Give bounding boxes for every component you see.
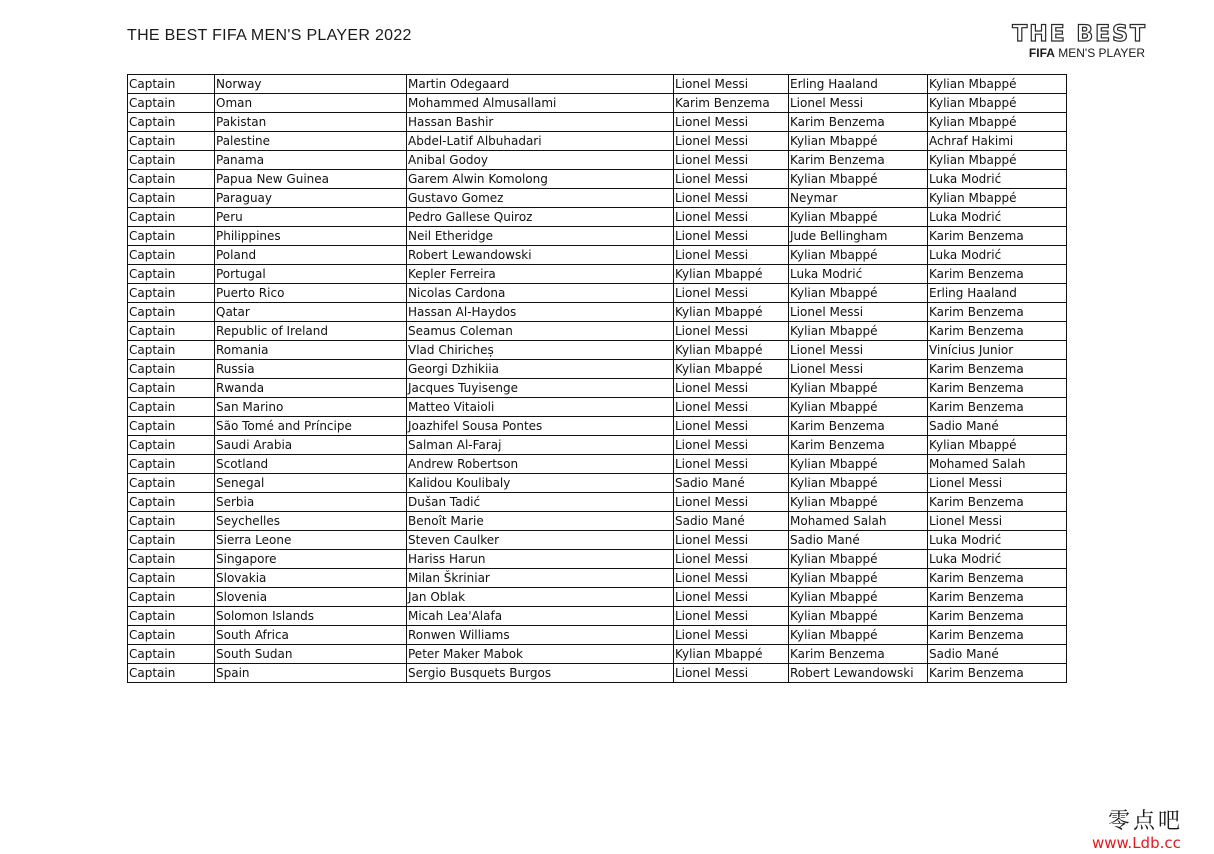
- third-place-cell: Karim Benzema: [928, 303, 1067, 322]
- third-place-cell: Kylian Mbappé: [928, 113, 1067, 132]
- second-place-cell: Kylian Mbappé: [789, 208, 928, 227]
- country-cell: Portugal: [215, 265, 407, 284]
- role-cell: Captain: [128, 664, 215, 683]
- country-cell: Palestine: [215, 132, 407, 151]
- third-place-cell: Luka Modrić: [928, 246, 1067, 265]
- captain-name-cell: Andrew Robertson: [407, 455, 674, 474]
- captain-name-cell: Seamus Coleman: [407, 322, 674, 341]
- first-place-cell: Karim Benzema: [674, 94, 789, 113]
- third-place-cell: Karim Benzema: [928, 626, 1067, 645]
- second-place-cell: Kylian Mbappé: [789, 398, 928, 417]
- role-cell: Captain: [128, 398, 215, 417]
- first-place-cell: Lionel Messi: [674, 417, 789, 436]
- second-place-cell: Kylian Mbappé: [789, 455, 928, 474]
- third-place-cell: Achraf Hakimi: [928, 132, 1067, 151]
- table-row: [128, 455, 1067, 474]
- captain-name-cell: Benoît Marie: [407, 512, 674, 531]
- country-cell: Seychelles: [215, 512, 407, 531]
- country-cell: Saudi Arabia: [215, 436, 407, 455]
- table-row: [128, 398, 1067, 417]
- table-row: [128, 379, 1067, 398]
- first-place-cell: Lionel Messi: [674, 189, 789, 208]
- table-row: [128, 246, 1067, 265]
- country-cell: Puerto Rico: [215, 284, 407, 303]
- table-row: [128, 360, 1067, 379]
- country-cell: Romania: [215, 341, 407, 360]
- role-cell: Captain: [128, 607, 215, 626]
- first-place-cell: Lionel Messi: [674, 436, 789, 455]
- second-place-cell: Kylian Mbappé: [789, 607, 928, 626]
- role-cell: Captain: [128, 189, 215, 208]
- third-place-cell: Kylian Mbappé: [928, 189, 1067, 208]
- table-row: [128, 303, 1067, 322]
- captain-name-cell: Sergio Busquets Burgos: [407, 664, 674, 683]
- third-place-cell: Karim Benzema: [928, 607, 1067, 626]
- second-place-cell: Sadio Mané: [789, 531, 928, 550]
- captain-name-cell: Matteo Vitaioli: [407, 398, 674, 417]
- table-row: [128, 664, 1067, 683]
- first-place-cell: Lionel Messi: [674, 493, 789, 512]
- third-place-cell: Karim Benzema: [928, 569, 1067, 588]
- first-place-cell: Lionel Messi: [674, 607, 789, 626]
- table-row: [128, 341, 1067, 360]
- second-place-cell: Lionel Messi: [789, 341, 928, 360]
- captain-name-cell: Robert Lewandowski: [407, 246, 674, 265]
- votes-table: [127, 74, 1067, 683]
- second-place-cell: Erling Haaland: [789, 75, 928, 94]
- third-place-cell: Karim Benzema: [928, 265, 1067, 284]
- captain-name-cell: Mohammed Almusallami: [407, 94, 674, 113]
- captain-name-cell: Jan Oblak: [407, 588, 674, 607]
- first-place-cell: Lionel Messi: [674, 170, 789, 189]
- second-place-cell: Neymar: [789, 189, 928, 208]
- country-cell: Scotland: [215, 455, 407, 474]
- role-cell: Captain: [128, 512, 215, 531]
- country-cell: Republic of Ireland: [215, 322, 407, 341]
- captain-name-cell: Anibal Godoy: [407, 151, 674, 170]
- third-place-cell: Kylian Mbappé: [928, 151, 1067, 170]
- captain-name-cell: Georgi Dzhikiia: [407, 360, 674, 379]
- first-place-cell: Lionel Messi: [674, 379, 789, 398]
- second-place-cell: Kylian Mbappé: [789, 132, 928, 151]
- captain-name-cell: Milan Škriniar: [407, 569, 674, 588]
- first-place-cell: Kylian Mbappé: [674, 360, 789, 379]
- table-row: [128, 645, 1067, 664]
- role-cell: Captain: [128, 455, 215, 474]
- first-place-cell: Lionel Messi: [674, 664, 789, 683]
- role-cell: Captain: [128, 151, 215, 170]
- second-place-cell: Karim Benzema: [789, 436, 928, 455]
- first-place-cell: Kylian Mbappé: [674, 265, 789, 284]
- table-row: [128, 569, 1067, 588]
- third-place-cell: Erling Haaland: [928, 284, 1067, 303]
- first-place-cell: Lionel Messi: [674, 151, 789, 170]
- watermark-chinese: 零点吧: [1108, 809, 1184, 834]
- the-best-logo: [1008, 24, 1153, 64]
- first-place-cell: Lionel Messi: [674, 531, 789, 550]
- table-row: [128, 322, 1067, 341]
- country-cell: Papua New Guinea: [215, 170, 407, 189]
- role-cell: Captain: [128, 227, 215, 246]
- captain-name-cell: Abdel-Latif Albuhadari: [407, 132, 674, 151]
- first-place-cell: Lionel Messi: [674, 284, 789, 303]
- table-row: [128, 208, 1067, 227]
- table-row: [128, 170, 1067, 189]
- captain-name-cell: Steven Caulker: [407, 531, 674, 550]
- role-cell: Captain: [128, 550, 215, 569]
- third-place-cell: Luka Modrić: [928, 208, 1067, 227]
- country-cell: Philippines: [215, 227, 407, 246]
- captain-name-cell: Hassan Bashir: [407, 113, 674, 132]
- table-row: [128, 113, 1067, 132]
- first-place-cell: Sadio Mané: [674, 474, 789, 493]
- role-cell: Captain: [128, 322, 215, 341]
- first-place-cell: Lionel Messi: [674, 569, 789, 588]
- role-cell: Captain: [128, 284, 215, 303]
- country-cell: Slovakia: [215, 569, 407, 588]
- role-cell: Captain: [128, 531, 215, 550]
- first-place-cell: Lionel Messi: [674, 322, 789, 341]
- role-cell: Captain: [128, 208, 215, 227]
- role-cell: Captain: [128, 379, 215, 398]
- third-place-cell: Karim Benzema: [928, 664, 1067, 683]
- second-place-cell: Kylian Mbappé: [789, 284, 928, 303]
- second-place-cell: Kylian Mbappé: [789, 170, 928, 189]
- first-place-cell: Lionel Messi: [674, 550, 789, 569]
- role-cell: Captain: [128, 341, 215, 360]
- third-place-cell: Lionel Messi: [928, 474, 1067, 493]
- captain-name-cell: Hassan Al-Haydos: [407, 303, 674, 322]
- third-place-cell: Luka Modrić: [928, 550, 1067, 569]
- second-place-cell: Karim Benzema: [789, 151, 928, 170]
- captain-name-cell: Peter Maker Mabok: [407, 645, 674, 664]
- logo-subtitle: FIFA MEN'S PLAYER: [1028, 46, 1145, 60]
- table-row: [128, 284, 1067, 303]
- country-cell: Pakistan: [215, 113, 407, 132]
- captain-name-cell: Hariss Harun: [407, 550, 674, 569]
- first-place-cell: Lionel Messi: [674, 132, 789, 151]
- captain-name-cell: Kalidou Koulibaly: [407, 474, 674, 493]
- logo-wordmark: THE BEST: [1012, 22, 1147, 47]
- third-place-cell: Karim Benzema: [928, 379, 1067, 398]
- first-place-cell: Lionel Messi: [674, 75, 789, 94]
- country-cell: Panama: [215, 151, 407, 170]
- captain-name-cell: Micah Lea'Alafa: [407, 607, 674, 626]
- role-cell: Captain: [128, 626, 215, 645]
- role-cell: Captain: [128, 588, 215, 607]
- country-cell: San Marino: [215, 398, 407, 417]
- table-row: [128, 512, 1067, 531]
- table-row: [128, 493, 1067, 512]
- country-cell: Oman: [215, 94, 407, 113]
- country-cell: Rwanda: [215, 379, 407, 398]
- role-cell: Captain: [128, 474, 215, 493]
- role-cell: Captain: [128, 303, 215, 322]
- captain-name-cell: Neil Etheridge: [407, 227, 674, 246]
- captain-name-cell: Ronwen Williams: [407, 626, 674, 645]
- country-cell: South Sudan: [215, 645, 407, 664]
- third-place-cell: Kylian Mbappé: [928, 94, 1067, 113]
- first-place-cell: Lionel Messi: [674, 588, 789, 607]
- table-row: [128, 436, 1067, 455]
- captain-name-cell: Pedro Gallese Quiroz: [407, 208, 674, 227]
- captain-name-cell: Salman Al-Faraj: [407, 436, 674, 455]
- country-cell: Serbia: [215, 493, 407, 512]
- first-place-cell: Kylian Mbappé: [674, 303, 789, 322]
- second-place-cell: Kylian Mbappé: [789, 493, 928, 512]
- third-place-cell: Karim Benzema: [928, 588, 1067, 607]
- role-cell: Captain: [128, 493, 215, 512]
- second-place-cell: Kylian Mbappé: [789, 322, 928, 341]
- role-cell: Captain: [128, 170, 215, 189]
- second-place-cell: Lionel Messi: [789, 94, 928, 113]
- captain-name-cell: Joazhifel Sousa Pontes: [407, 417, 674, 436]
- third-place-cell: Sadio Mané: [928, 645, 1067, 664]
- second-place-cell: Kylian Mbappé: [789, 379, 928, 398]
- country-cell: São Tomé and Príncipe: [215, 417, 407, 436]
- third-place-cell: Lionel Messi: [928, 512, 1067, 531]
- table-row: [128, 588, 1067, 607]
- second-place-cell: Kylian Mbappé: [789, 588, 928, 607]
- first-place-cell: Lionel Messi: [674, 626, 789, 645]
- second-place-cell: Lionel Messi: [789, 303, 928, 322]
- captain-name-cell: Garem Alwin Komolong: [407, 170, 674, 189]
- first-place-cell: Lionel Messi: [674, 455, 789, 474]
- country-cell: Slovenia: [215, 588, 407, 607]
- captain-name-cell: Dušan Tadić: [407, 493, 674, 512]
- captain-name-cell: Gustavo Gomez: [407, 189, 674, 208]
- second-place-cell: Kylian Mbappé: [789, 246, 928, 265]
- role-cell: Captain: [128, 265, 215, 284]
- second-place-cell: Karim Benzema: [789, 645, 928, 664]
- table-row: [128, 626, 1067, 645]
- country-cell: Russia: [215, 360, 407, 379]
- second-place-cell: Jude Bellingham: [789, 227, 928, 246]
- first-place-cell: Lionel Messi: [674, 113, 789, 132]
- role-cell: Captain: [128, 132, 215, 151]
- role-cell: Captain: [128, 75, 215, 94]
- third-place-cell: Karim Benzema: [928, 493, 1067, 512]
- third-place-cell: Kylian Mbappé: [928, 436, 1067, 455]
- third-place-cell: Sadio Mané: [928, 417, 1067, 436]
- table-row: [128, 417, 1067, 436]
- country-cell: Solomon Islands: [215, 607, 407, 626]
- role-cell: Captain: [128, 569, 215, 588]
- second-place-cell: Karim Benzema: [789, 113, 928, 132]
- role-cell: Captain: [128, 360, 215, 379]
- page-title: THE BEST FIFA MEN'S PLAYER 2022: [127, 27, 412, 44]
- first-place-cell: Kylian Mbappé: [674, 341, 789, 360]
- first-place-cell: Sadio Mané: [674, 512, 789, 531]
- role-cell: Captain: [128, 436, 215, 455]
- table-row: [128, 550, 1067, 569]
- table-row: [128, 151, 1067, 170]
- country-cell: South Africa: [215, 626, 407, 645]
- table-row: [128, 94, 1067, 113]
- third-place-cell: Karim Benzema: [928, 227, 1067, 246]
- captain-name-cell: Martin Odegaard: [407, 75, 674, 94]
- third-place-cell: Mohamed Salah: [928, 455, 1067, 474]
- third-place-cell: Kylian Mbappé: [928, 75, 1067, 94]
- third-place-cell: Karim Benzema: [928, 398, 1067, 417]
- second-place-cell: Luka Modrić: [789, 265, 928, 284]
- role-cell: Captain: [128, 246, 215, 265]
- country-cell: Peru: [215, 208, 407, 227]
- table-row: [128, 189, 1067, 208]
- country-cell: Spain: [215, 664, 407, 683]
- role-cell: Captain: [128, 645, 215, 664]
- role-cell: Captain: [128, 113, 215, 132]
- first-place-cell: Lionel Messi: [674, 398, 789, 417]
- captain-name-cell: Nicolas Cardona: [407, 284, 674, 303]
- table-row: [128, 132, 1067, 151]
- country-cell: Paraguay: [215, 189, 407, 208]
- country-cell: Qatar: [215, 303, 407, 322]
- first-place-cell: Kylian Mbappé: [674, 645, 789, 664]
- country-cell: Poland: [215, 246, 407, 265]
- country-cell: Sierra Leone: [215, 531, 407, 550]
- captain-name-cell: Vlad Chiricheș: [407, 341, 674, 360]
- third-place-cell: Karim Benzema: [928, 360, 1067, 379]
- watermark-url: www.Ldb.cc: [1092, 834, 1181, 852]
- second-place-cell: Kylian Mbappé: [789, 626, 928, 645]
- second-place-cell: Kylian Mbappé: [789, 474, 928, 493]
- second-place-cell: Kylian Mbappé: [789, 569, 928, 588]
- third-place-cell: Luka Modrić: [928, 170, 1067, 189]
- table-row: [128, 75, 1067, 94]
- country-cell: Singapore: [215, 550, 407, 569]
- third-place-cell: Vinícius Junior: [928, 341, 1067, 360]
- country-cell: Senegal: [215, 474, 407, 493]
- table-row: [128, 265, 1067, 284]
- country-cell: Norway: [215, 75, 407, 94]
- second-place-cell: Robert Lewandowski: [789, 664, 928, 683]
- second-place-cell: Lionel Messi: [789, 360, 928, 379]
- role-cell: Captain: [128, 417, 215, 436]
- first-place-cell: Lionel Messi: [674, 208, 789, 227]
- third-place-cell: Luka Modrić: [928, 531, 1067, 550]
- second-place-cell: Mohamed Salah: [789, 512, 928, 531]
- first-place-cell: Lionel Messi: [674, 227, 789, 246]
- table-row: [128, 607, 1067, 626]
- second-place-cell: Karim Benzema: [789, 417, 928, 436]
- table-row: [128, 531, 1067, 550]
- captain-name-cell: Kepler Ferreira: [407, 265, 674, 284]
- table-row: [128, 474, 1067, 493]
- table-row: [128, 227, 1067, 246]
- captain-name-cell: Jacques Tuyisenge: [407, 379, 674, 398]
- role-cell: Captain: [128, 94, 215, 113]
- second-place-cell: Kylian Mbappé: [789, 550, 928, 569]
- third-place-cell: Karim Benzema: [928, 322, 1067, 341]
- first-place-cell: Lionel Messi: [674, 246, 789, 265]
